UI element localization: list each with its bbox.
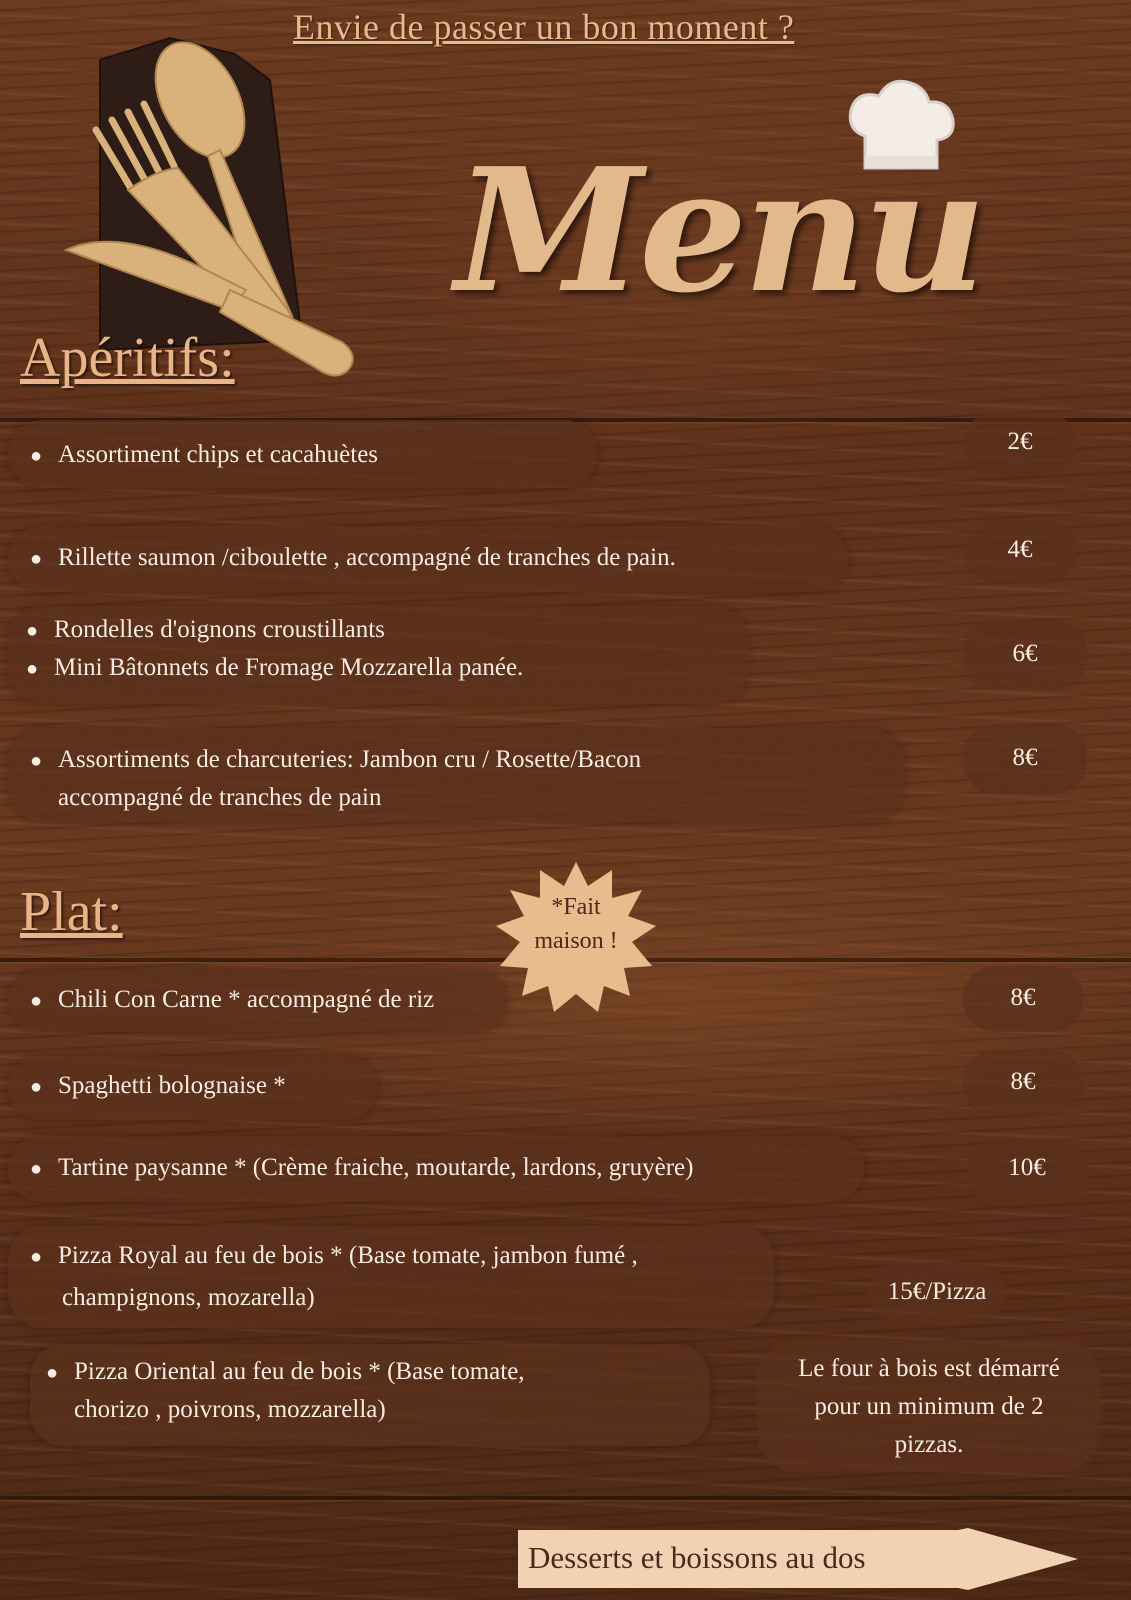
homemade-badge-text: *Fait maison ! <box>534 894 618 954</box>
aperitif-item: ● Assortiments de charcuteries: Jambon cru / Rosette/Bacon <box>30 742 641 779</box>
bullet-icon: ● <box>46 1362 59 1384</box>
aperitif-price: 8€ <box>1012 744 1038 771</box>
plat-item-cont: champignons, mozarella) <box>62 1284 315 1311</box>
aperitif-price: 4€ <box>1007 536 1033 563</box>
aperitifs-title: Apéritifs: <box>20 327 235 389</box>
plat-price: 8€ <box>1010 1068 1036 1095</box>
menu-logo <box>425 76 983 331</box>
plat-item: ● Tartine paysanne * (Crème fraiche, moutarde, lardons, gruyère) <box>30 1150 693 1187</box>
bullet-icon: ● <box>30 445 43 467</box>
plank-divider <box>0 1496 1131 1500</box>
wood-oven-note: Le four à bois est démarré pour un minimum de 2 pizzas. <box>757 1340 1101 1472</box>
plat-item: ● Spaghetti bolognaise * <box>30 1068 286 1105</box>
aperitif-item: ● Rondelles d'oignons croustillants <box>26 612 385 649</box>
bullet-icon: ● <box>26 658 39 680</box>
plat-item: ● Pizza Royal au feu de bois * (Base tomate, jambon fumé , <box>30 1238 638 1275</box>
plat-price: 10€ <box>1008 1154 1046 1181</box>
bullet-icon: ● <box>30 1246 43 1268</box>
bullet-icon: ● <box>30 990 43 1012</box>
aperitif-item: ● Assortiment chips et cacahuètes <box>30 437 378 474</box>
bullet-icon: ● <box>30 1076 43 1098</box>
plat-price: 8€ <box>1010 984 1036 1011</box>
aperitif-item: ● Mini Bâtonnets de Fromage Mozzarella panée. <box>26 650 523 687</box>
bullet-icon: ● <box>26 620 39 642</box>
plat-item: ● Chili Con Carne * accompagné de riz <box>30 982 434 1019</box>
aperitif-item-cont: accompagné de tranches de pain <box>58 784 382 811</box>
plat-item: ● Pizza Oriental au feu de bois * (Base tomate, <box>46 1354 525 1391</box>
bullet-icon: ● <box>30 548 43 570</box>
aperitif-item: ● Rillette saumon /ciboulette , accompagné de tranches de pain. <box>30 540 676 577</box>
bullet-icon: ● <box>30 1158 43 1180</box>
aperitif-price: 6€ <box>1012 640 1038 667</box>
aperitif-price: 2€ <box>1007 428 1033 455</box>
desserts-link-text: Desserts et boissons au dos <box>528 1540 866 1575</box>
menu-logo-text: Menu <box>455 131 983 331</box>
plat-title: Plat: <box>20 881 123 943</box>
bullet-icon: ● <box>30 750 43 772</box>
plat-item-cont: chorizo , poivrons, mozzarella) <box>74 1396 386 1423</box>
plat-price: 15€/Pizza <box>887 1278 987 1305</box>
tagline: Envie de passer un bon moment ? <box>293 7 795 47</box>
